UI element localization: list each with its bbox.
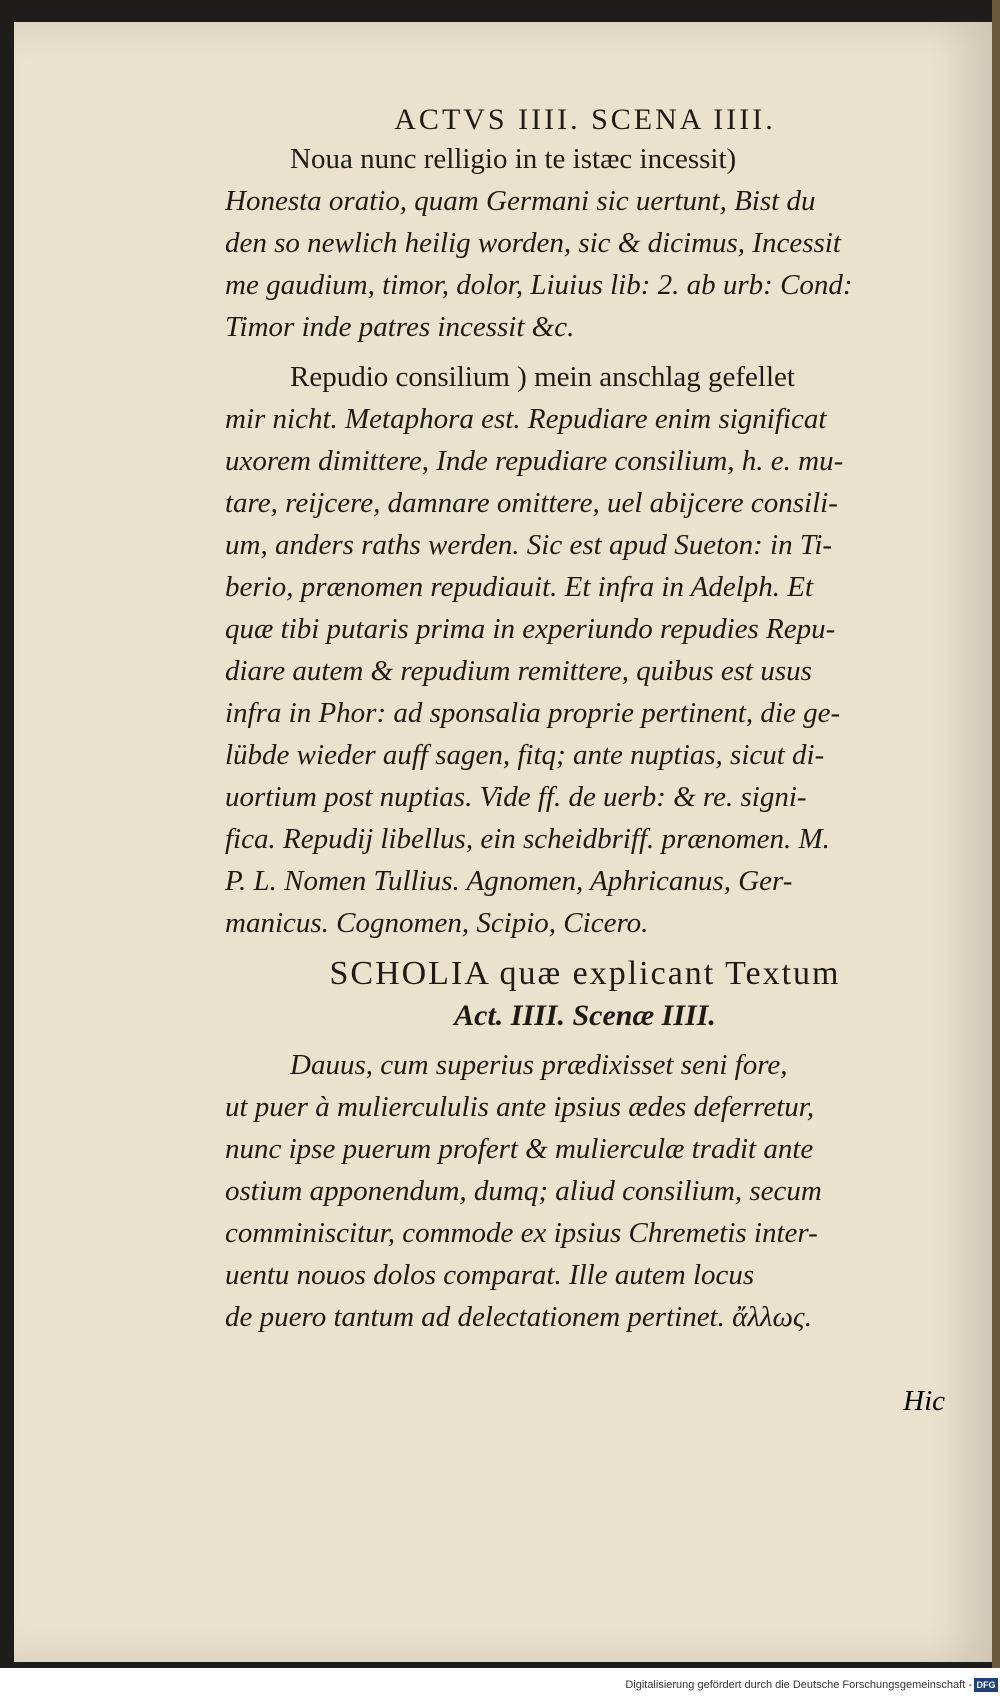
text-line: me gaudium, timor, dolor, Liuius lib: 2. ab urb: Cond: (225, 269, 853, 301)
text-line: lübde wieder auff sagen, fitq; ante nuptias, sicut di- (225, 739, 825, 771)
text-line: P. L. Nomen Tullius. Agnomen, Aphricanus, Ger- (225, 865, 793, 897)
text-line: uentu nouos dolos comparat. Ille autem locus (225, 1259, 755, 1291)
text-line: tare, reijcere, damnare omittere, uel abijcere consili- (225, 487, 838, 519)
footer-bar (0, 1676, 1000, 1697)
text-line: ostium apponendum, dumq; aliud consilium, secum (225, 1175, 822, 1207)
text-line: manicus. Cognomen, Scipio, Cicero. (225, 907, 649, 939)
text-line: quæ tibi putaris prima in experiundo repudies Repu- (225, 613, 836, 645)
text-line: comminiscitur, commode ex ipsius Chremetis inter- (225, 1217, 818, 1249)
text-line: Honesta oratio, quam Germani sic uertunt, Bist du (225, 185, 816, 217)
text-line: infra in Phor: ad sponsalia proprie pertinent, die ge- (225, 697, 841, 729)
text-line: berio, prænomen repudiauit. Et infra in Adelph. Et (225, 571, 814, 603)
paragraph-1 (225, 138, 945, 348)
text-line: ut puer à muliercululis ante ipsius ædes deferretur, (225, 1091, 815, 1123)
paragraph-3 (225, 1044, 945, 1338)
text-line: fica. Repudij libellus, ein scheidbriff. prænomen. M. (225, 823, 830, 855)
text-line: um, anders raths werden. Sic est apud Sueton: in Ti- (225, 529, 833, 561)
text-line: Timor inde patres incessit &c. (225, 311, 575, 343)
text-line: Noua nunc relligio in te istæc incessit) (290, 143, 737, 175)
book-edge (992, 0, 1000, 1668)
text-line: de puero tantum ad delectationem pertinet. ἄλλως. (225, 1301, 812, 1333)
text-line: uxorem dimittere, Inde repudiare consilium, h. e. mu- (225, 445, 844, 477)
text-line: diare autem & repudium remittere, quibus est usus (225, 655, 812, 687)
scholia-subtitle: Act. IIII. Scenæ IIII. (454, 999, 716, 1032)
running-header: ACTVS IIII. SCENA IIII. (394, 103, 776, 136)
text-line: Repudio consilium ) mein anschlag gefellet (290, 361, 795, 393)
paragraph-2 (225, 356, 945, 944)
page-text (225, 102, 945, 1338)
text-line: den so newlich heilig worden, sic & dicimus, Incessit (225, 227, 841, 259)
text-line: uortium post nuptias. Vide ff. de uerb: & re. signi- (225, 781, 807, 813)
text-line: nunc ipse puerum profert & mulierculæ tradit ante (225, 1133, 814, 1165)
text-line: Dauus, cum superius prædixisset seni fore, (290, 1049, 788, 1081)
text-line: mir nicht. Metaphora est. Repudiare enim significat (225, 403, 827, 435)
scholia-title: SCHOLIA quæ explicant Textum (329, 955, 841, 992)
funding-credit: Digitalisierung gefördert durch die Deutsche Forschungsgemeinschaft - (625, 1679, 972, 1691)
dfg-logo-icon: DFG (974, 1678, 998, 1692)
catchword: Hic (903, 1385, 945, 1417)
